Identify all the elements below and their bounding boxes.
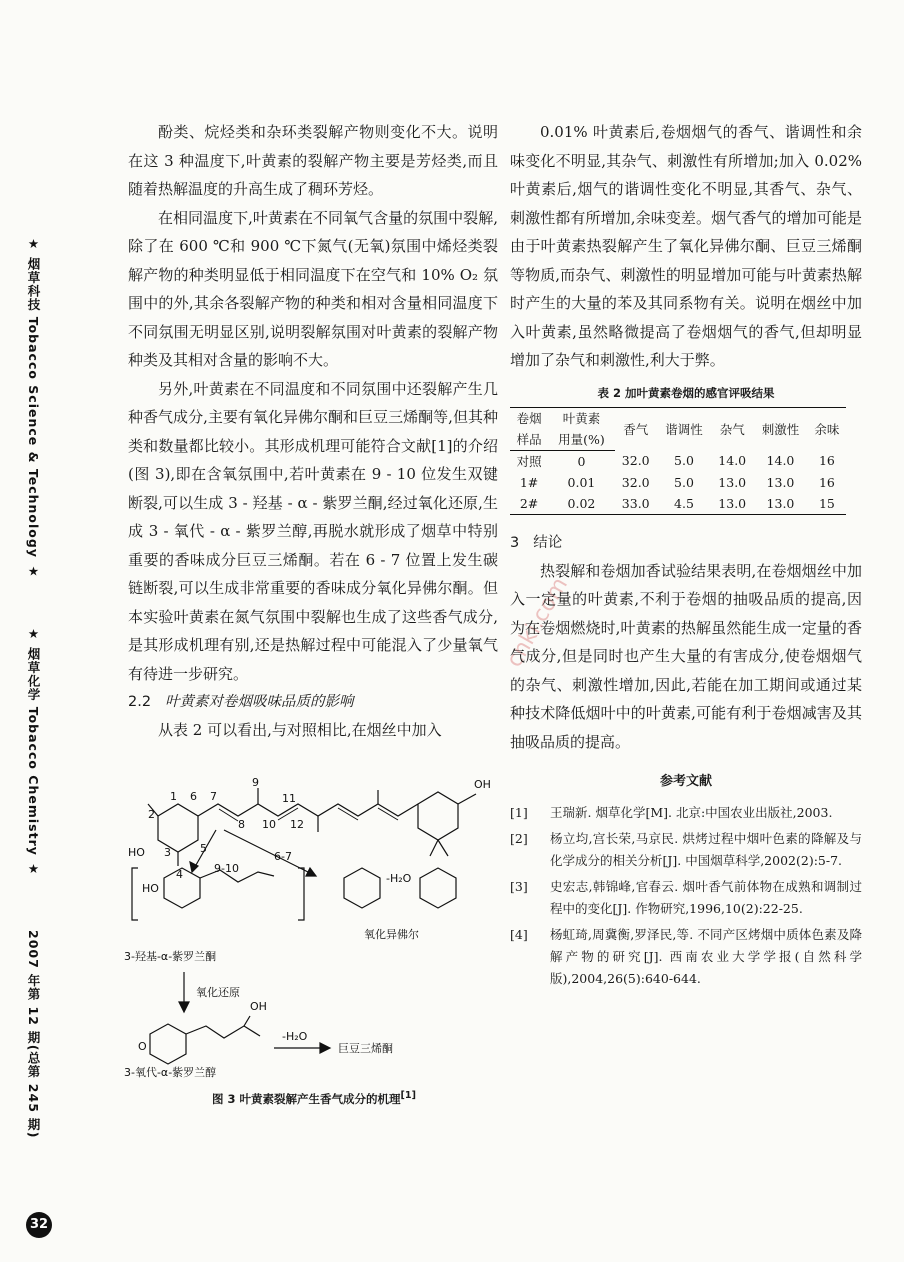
figure-caption-ref: [1] xyxy=(400,1090,416,1101)
label-redox: 氧化还原 xyxy=(196,986,240,999)
label-megastigmatrienone: 巨豆三烯酮 xyxy=(338,1042,393,1055)
reference-list xyxy=(510,802,862,990)
label-oxoisophorone: 氧化异佛尔 xyxy=(364,928,419,941)
right-column xyxy=(510,118,862,994)
th-sample-2: 样品 xyxy=(510,429,548,451)
table-2-caption: 表 2 加叶黄素卷烟的感官评吸结果 xyxy=(597,385,775,400)
table-row xyxy=(510,472,846,493)
left-paragraph-1: 酚类、烷烃类和杂环类裂解产物则变化不大。说明在这 3 种温度下,叶黄素的裂解产物主要是芳烃类,而且随着热解温度的升高生成了稠环芳烃。 xyxy=(128,123,498,198)
list-item xyxy=(510,802,862,824)
list-item xyxy=(510,828,862,872)
atom-2: 2 xyxy=(148,808,155,821)
right-paragraph-1: 0.01% 叶黄素后,卷烟烟气的香气、谐调性和余味变化不明显,其杂气、刺激性有所增加;加入 0.02% 叶黄素后,烟气的谐调性变化不明显,其香气、杂气、刺激性都有所增加,余味变差。烟气香气的增加可能是由于叶黄素热裂解产生了氧化异佛尔酮、巨豆三烯酮等物质,而杂气、刺激性的明显增加可能与叶黄素热解时产生的大量的苯及其同系物有关。说明在烟丝中加入叶黄素,虽然略微提高了卷烟烟气的香气,但却明显增加了杂气和刺激性,利大于弊。 xyxy=(510,123,862,369)
atom-3: 3 xyxy=(164,846,171,859)
th-sample: 卷烟 xyxy=(510,407,548,429)
table-cell: 1# xyxy=(519,474,539,490)
sidebar-journal-chemistry: ★ 烟草化学 Tobacco Chemistry ★ xyxy=(26,626,41,878)
table-cell: 0.02 xyxy=(548,493,615,515)
reference-text: 王瑞新. 烟草化学[M]. 北京:中国农业出版社,2003. xyxy=(550,805,833,820)
references-title: 参考文献 xyxy=(659,774,712,789)
section-2-2-heading xyxy=(128,688,498,716)
table-cell: 4.5 xyxy=(657,493,712,515)
label-hydroxy-ionone: 3-羟基-α-紫罗兰酮 xyxy=(124,950,217,963)
label-cut-9-10: 9-10 xyxy=(214,862,239,875)
label-oxo-ionol: 3-氧代-α-紫罗兰醇 xyxy=(124,1066,217,1079)
th-aroma: 香气 xyxy=(615,407,657,450)
table-cell: 0.01 xyxy=(567,474,596,490)
sidebar-issue: 2007 年第 12 期(总第 245 期) xyxy=(26,930,41,1139)
section-number: 2.2 xyxy=(128,694,152,710)
table-cell: 14.0 xyxy=(766,453,795,469)
atom-10: 10 xyxy=(262,818,276,831)
table-cell: 32.0 xyxy=(621,453,650,469)
reference-text: 杨虹琦,周冀衡,罗泽民,等. 不同产区烤烟中质体色素及降解产物的研究[J]. 西南农业大学学报(自然科学版),2004,26(5):640-644. xyxy=(550,927,862,986)
left-column xyxy=(128,118,498,745)
atom-6: 6 xyxy=(190,790,197,803)
figure-3-caption xyxy=(124,1090,504,1107)
reference-number: [4] xyxy=(510,927,528,942)
table-row xyxy=(510,493,846,515)
left-paragraph-3: 另外,叶黄素在不同温度和不同氛围中还裂解产生几种香气成分,主要有氧化异佛尔酮和巨豆三烯酮等,但其种类和数量都比较小。其形成机理可能符合文献[1]的介绍(图 3),即在含氧氛围中,若叶黄素在 9 - 10 位发生双键断裂,可以生成 3 - 羟基 - α - 紫罗兰酮,经过氧化还原,生成 3 - 氧代 - α - 紫罗兰醇,再脱水就形成了烟草中特别重要的香味成分巨豆三烯酮。若在 6 - 7 位置上发生碳链断裂,可以生成非常重要的香味成分氧化异佛尔酮。但本实验叶黄素在氮气氛围中裂解也生成了这些香气成分,是其形成机理有别,还是热解过程中可能混入了少量氧气有待进一步研究。 xyxy=(128,379,498,683)
table-cell: 13.0 xyxy=(718,474,747,490)
atom-4: 4 xyxy=(176,868,183,881)
th-offnote: 杂气 xyxy=(711,407,753,450)
reference-number: [2] xyxy=(510,831,528,846)
atom-12: 12 xyxy=(290,818,304,831)
th-harmony: 谐调性 xyxy=(657,407,712,450)
reference-number: [1] xyxy=(510,805,528,820)
watermark: cnki.com xyxy=(501,573,573,672)
label-o-left: O xyxy=(138,1040,147,1053)
atom-1: 1 xyxy=(170,790,177,803)
table-cell: 16 xyxy=(818,474,835,490)
reference-text: 史宏志,韩锦峰,官春云. 烟叶香气前体物在成熟和调制过程中的变化[J]. 作物研究,1996,10(2):22-25. xyxy=(550,879,862,916)
atom-5: 5 xyxy=(200,842,207,855)
table-cell: 对照 xyxy=(516,454,542,469)
table-cell: 16 xyxy=(818,453,835,469)
page-number: 32 xyxy=(26,1212,52,1238)
table-cell: 13.0 xyxy=(766,474,795,490)
list-item xyxy=(510,876,862,920)
table-cell: 13.0 xyxy=(711,493,753,515)
table-cell: 13.0 xyxy=(753,493,808,515)
lutein-ring-left xyxy=(158,804,198,852)
table-cell: 0 xyxy=(577,453,586,469)
label-oh-mid: OH xyxy=(250,1000,267,1013)
reference-text: 杨立均,宫长荣,马京民. 烘烤过程中烟叶色素的降解及与化学成分的相关分析[J]. 中国烟草科学,2002(2):5-7. xyxy=(550,831,862,868)
left-paragraph-4: 从表 2 可以看出,与对照相比,在烟丝中加入 xyxy=(158,721,442,739)
list-item xyxy=(510,924,862,990)
atom-11: 11 xyxy=(282,792,296,805)
table-cell: 32.0 xyxy=(621,474,650,490)
atom-7: 7 xyxy=(210,790,217,803)
lutein-ring-right xyxy=(418,792,458,840)
figure-caption-text: 图 3 叶黄素裂解产生香气成分的机理 xyxy=(212,1091,401,1106)
figure-3 xyxy=(124,760,504,1120)
reaction-scheme xyxy=(124,760,504,1080)
table-cell: 15 xyxy=(808,493,846,515)
th-aftertaste: 余味 xyxy=(808,407,846,450)
table-cell: 5.0 xyxy=(674,453,694,469)
table-cell: 14.0 xyxy=(718,453,747,469)
label-ho-bracket: HO xyxy=(142,882,159,895)
label-ho-left: HO xyxy=(128,846,145,859)
label-h2o-pair: -H₂O xyxy=(386,872,412,885)
sidebar-journal-science: ★ 烟草科技 Tobacco Science & Technology ★ xyxy=(26,236,41,580)
polyene-chain xyxy=(198,804,418,816)
atom-8: 8 xyxy=(238,818,245,831)
th-dose: 叶黄素 xyxy=(548,407,615,429)
section-title: 结论 xyxy=(533,534,563,551)
label-dehydration: -H₂O xyxy=(282,1030,308,1043)
table-cell: 2# xyxy=(510,493,548,515)
atom-9: 9 xyxy=(252,776,259,789)
reference-number: [3] xyxy=(510,879,528,894)
label-oh-top: OH xyxy=(474,778,491,791)
section-title: 叶黄素对卷烟吸味品质的影响 xyxy=(165,694,354,710)
right-paragraph-2: 热裂解和卷烟加香试验结果表明,在卷烟烟丝中加入一定量的叶黄素,不利于卷烟的抽吸品质的提高,因为在卷烟燃烧时,叶黄素的热解虽然能生成一定量的香气成分,但是同时也产生大量的有害成分,使卷烟烟气的杂气、刺激性增加,因此,若能在加工期间或通过某种技术降低烟叶中的叶黄素,可能有利于卷烟减害及其抽吸品质的提高。 xyxy=(510,561,862,751)
section-number: 3 xyxy=(510,534,520,551)
sensory-table xyxy=(510,407,846,515)
section-3-heading xyxy=(510,529,862,557)
table-cell: 5.0 xyxy=(674,474,694,490)
table-row xyxy=(510,450,846,472)
th-irritancy: 刺激性 xyxy=(753,407,808,450)
th-dose-2: 用量(%) xyxy=(548,429,615,451)
table-cell: 33.0 xyxy=(615,493,657,515)
label-cut-6-7: 6-7 xyxy=(274,850,292,863)
left-paragraph-2: 在相同温度下,叶黄素在不同氧气含量的氛围中裂解,除了在 600 ℃和 900 ℃下氮气(无氧)氛围中烯烃类裂解产物的种类明显低于相同温度下在空气和 10% O₂ 氛围中的外,其余各裂解产物的种类和相对含量相同温度下不同氛围无明显区别,说明裂解氛围对叶黄素的裂解产物种类及其相对含量的影响不大。 xyxy=(128,208,498,369)
